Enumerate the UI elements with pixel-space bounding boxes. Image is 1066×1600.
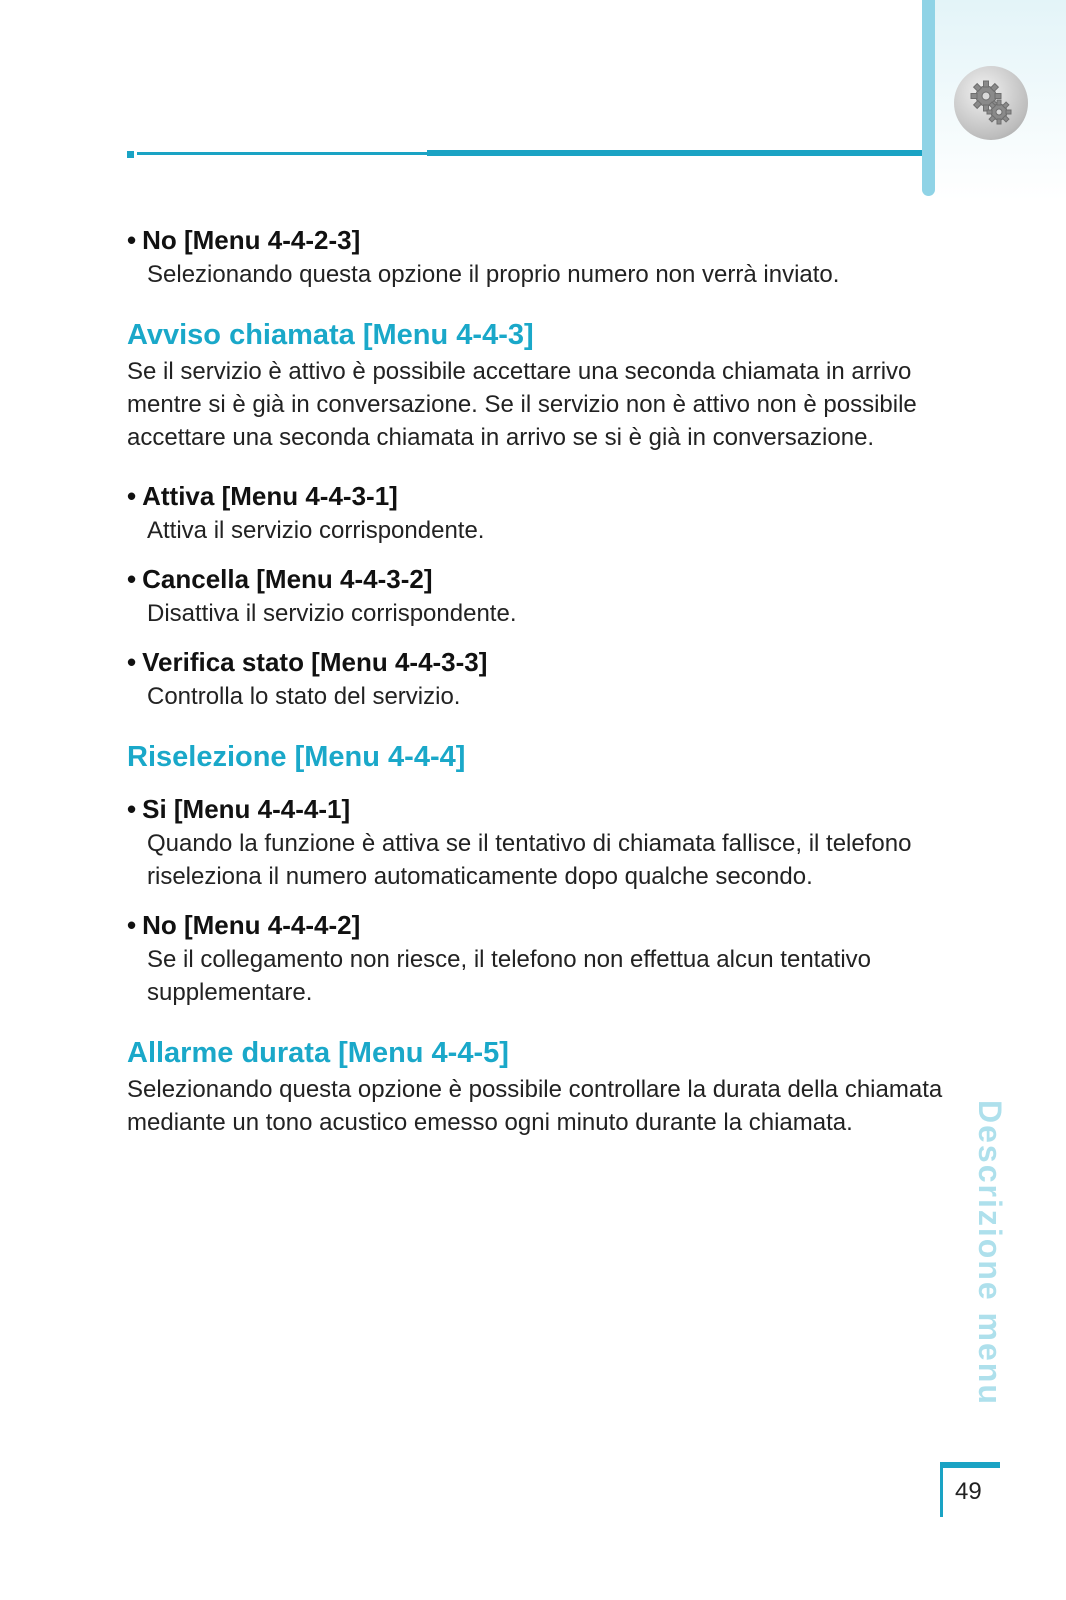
menu-item-description: Se il collegamento non riesce, il telefono non effettua alcun tentativo supplementare. — [147, 946, 872, 1006]
menu-item-description: Selezionando questa opzione il proprio numero non verrà inviato. — [147, 261, 840, 288]
menu-item-title: Attiva [Menu 4-4-3-1] — [142, 481, 398, 511]
menu-item-title: No [Menu 4-4-2-3] — [142, 225, 361, 255]
section-heading-allarme-durata: Allarme durata [Menu 4-4-5] — [127, 1037, 509, 1069]
menu-item-description: Quando la funzione è attiva se il tentativo di chiamata fallisce, il telefono riseleziona il numero automaticamente dopo qualche secondo. — [147, 830, 912, 890]
bullet: • — [127, 794, 137, 824]
header-side-bar — [922, 0, 935, 196]
menu-item-title: No [Menu 4-4-4-2] — [142, 910, 361, 940]
menu-item — [127, 561, 947, 630]
section-paragraph: Se il servizio è attivo è possibile accettare una seconda chiamata in arrivo mentre si è già in conversazione. Se il servizio non è attivo non è possibile accettare una seconda chiamata in arrivo se si è già in conversazione. — [127, 358, 917, 451]
menu-item — [127, 222, 947, 291]
menu-item-title: Cancella [Menu 4-4-3-2] — [142, 564, 433, 594]
menu-item-description: Attiva il servizio corrispondente. — [147, 517, 485, 544]
menu-item — [127, 478, 947, 547]
section-heading-riselezione: Riselezione [Menu 4-4-4] — [127, 741, 466, 773]
page-number-rule-vertical — [940, 1462, 943, 1517]
bullet: • — [127, 910, 137, 940]
menu-item — [127, 907, 947, 1009]
header-rule-thick — [427, 150, 922, 156]
menu-item — [127, 791, 947, 893]
bullet: • — [127, 647, 137, 677]
menu-item-description: Controlla lo stato del servizio. — [147, 683, 461, 710]
header-rule-thin — [137, 152, 427, 155]
section-heading-avviso-chiamata: Avviso chiamata [Menu 4-4-3] — [127, 319, 534, 351]
header-rule-marker — [127, 151, 134, 158]
page-content — [127, 222, 947, 1139]
gear-icon — [954, 66, 1028, 140]
page-number-rule — [942, 1462, 1000, 1468]
bullet: • — [127, 481, 137, 511]
menu-item-description: Disattiva il servizio corrispondente. — [147, 600, 517, 627]
page-number: 49 — [955, 1478, 982, 1505]
bullet: • — [127, 564, 137, 594]
menu-item-title: Si [Menu 4-4-4-1] — [142, 794, 351, 824]
chapter-side-label: Descrizione menu — [972, 1100, 1008, 1406]
section-paragraph: Selezionando questa opzione è possibile controllare la durata della chiamata mediante un tono acustico emesso ogni minuto durante la chiamata. — [127, 1076, 943, 1136]
bullet: • — [127, 225, 137, 255]
menu-item — [127, 644, 947, 713]
menu-item-title: Verifica stato [Menu 4-4-3-3] — [142, 647, 488, 677]
